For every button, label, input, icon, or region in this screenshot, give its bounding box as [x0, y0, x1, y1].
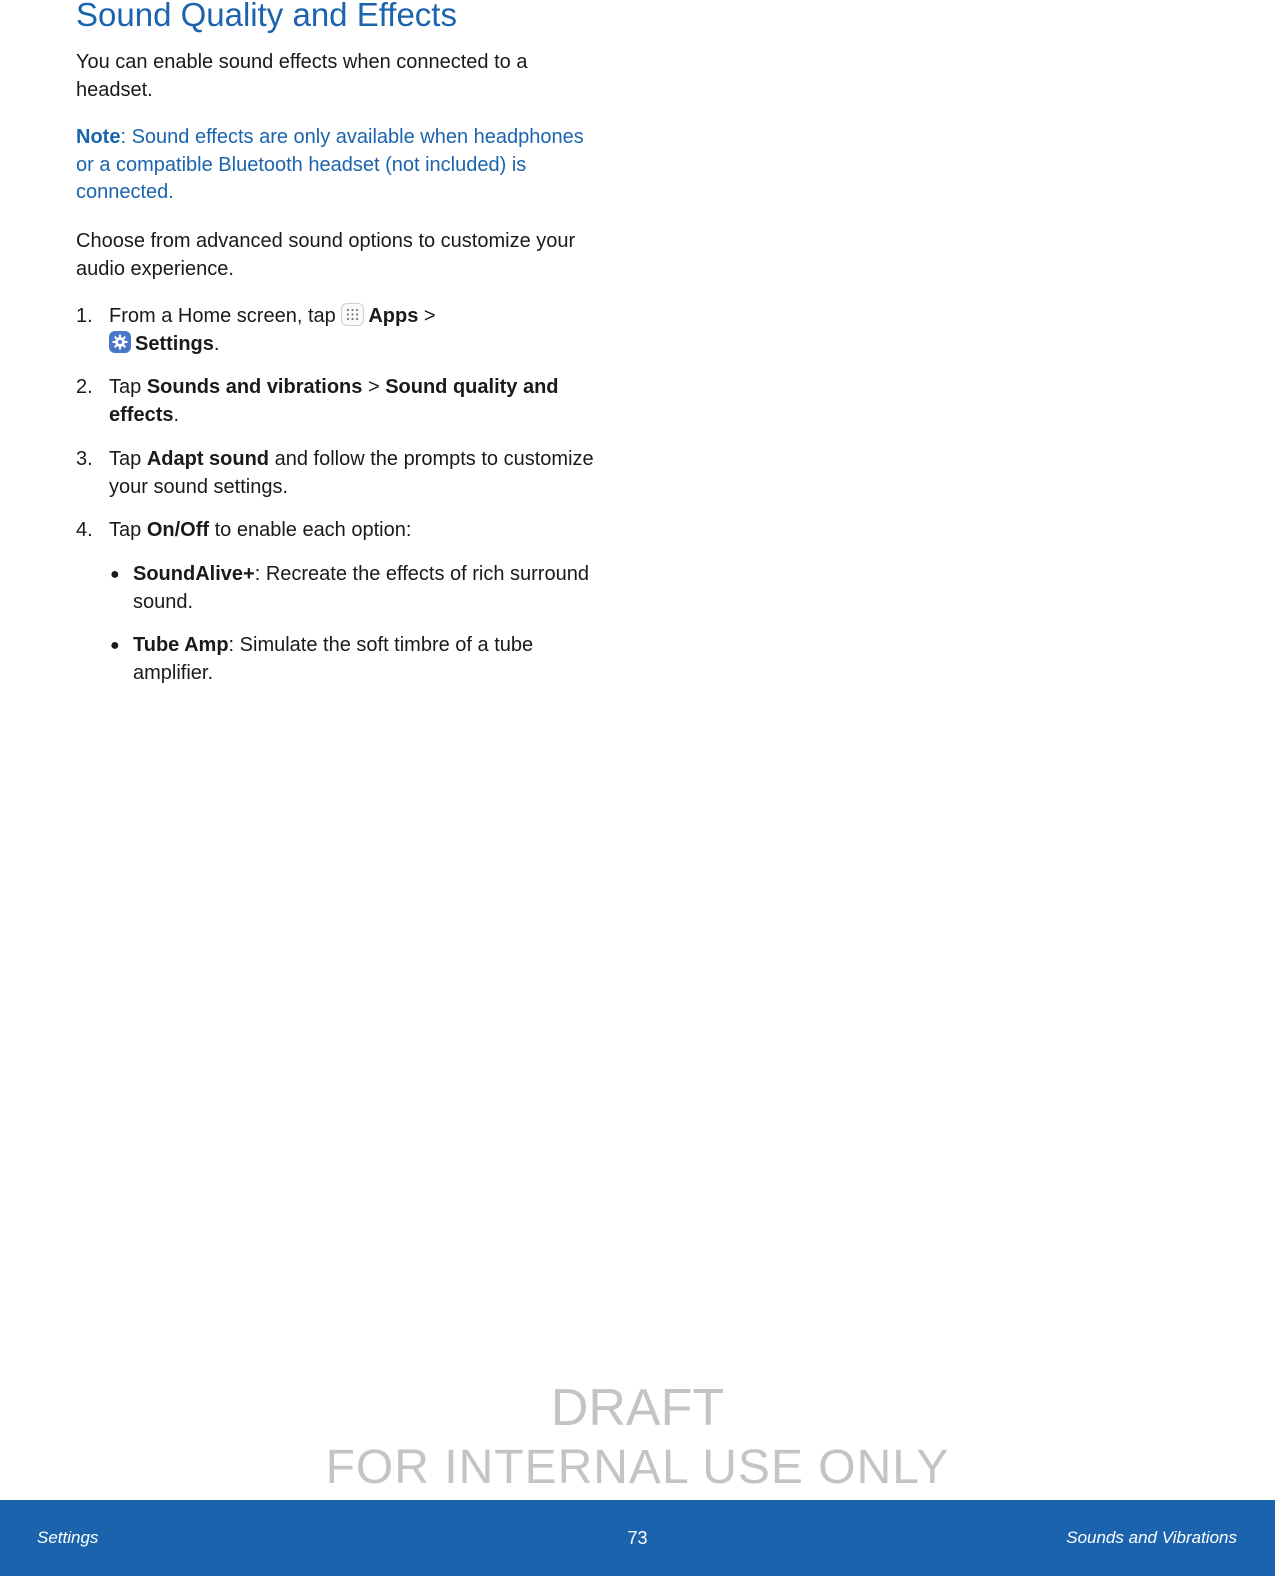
step-suffix: and follow the prompts to customize your sound settings. — [109, 448, 594, 498]
sound-quality-label: Sound quality and effects — [109, 376, 559, 426]
bullet-label: Tube Amp — [133, 634, 229, 656]
on-off-label: On/Off — [146, 519, 210, 541]
step-3 — [76, 446, 596, 501]
step-text — [109, 374, 596, 429]
step-number: 1. — [76, 305, 93, 327]
bullet-dot: ● — [110, 637, 120, 654]
draft-watermark: DRAFT — [550, 1379, 725, 1437]
step-1 — [76, 303, 596, 358]
page-footer — [0, 1500, 1275, 1576]
step-4 — [76, 517, 596, 545]
bullet-text — [133, 561, 590, 616]
adapt-sound-label: Adapt sound — [146, 448, 270, 470]
sounds-and-vibrations-label: Sounds and vibrations — [146, 376, 363, 398]
intro-paragraph: You can enable sound effects when connected to a headset. — [76, 51, 528, 101]
step-text — [109, 446, 596, 501]
step-separator: > — [362, 376, 386, 398]
apps-label: Apps — [368, 305, 419, 327]
footer-section: Settings — [37, 1528, 99, 1547]
page-number: 73 — [627, 1528, 648, 1548]
step-text — [109, 517, 596, 545]
step-end: . — [213, 332, 220, 355]
step-prefix: Tap — [109, 519, 147, 541]
settings-label: Settings — [135, 332, 214, 355]
note-paragraph — [76, 124, 596, 207]
bullet-dot: ● — [110, 566, 120, 583]
footer-chapter: Sounds and Vibrations — [1066, 1528, 1237, 1547]
step-end: . — [173, 403, 180, 426]
apps-grid-icon — [341, 303, 364, 326]
internal-use-watermark: FOR INTERNAL USE ONLY — [325, 1441, 950, 1494]
step-text — [109, 303, 596, 358]
step-prefix: Tap — [109, 376, 147, 398]
section-title: Sound Quality and Effects — [76, 0, 457, 33]
choose-paragraph: Choose from advanced sound options to customize your audio experience. — [76, 230, 576, 280]
settings-gear-icon — [109, 331, 131, 353]
step-prefix: Tap — [109, 448, 147, 470]
bullet-soundalive — [110, 561, 590, 616]
bullet-tube-amp — [110, 632, 590, 687]
step-2 — [76, 374, 596, 429]
bullet-label: SoundAlive+ — [133, 563, 255, 585]
step-separator: > — [418, 305, 436, 327]
step-prefix: From a Home screen, tap — [109, 305, 342, 327]
step-number: 3. — [76, 448, 93, 470]
note-label: Note — [76, 126, 121, 148]
bullet-text — [133, 632, 590, 687]
step-number: 2. — [76, 376, 93, 398]
step-suffix: to enable each option: — [209, 519, 412, 541]
bullet-description: : Simulate the soft timbre of a tube amplifier. — [133, 634, 534, 684]
note-text: : Sound effects are only available when headphones or a compatible Bluetooth headset (not included) is connected. — [76, 126, 584, 203]
bullet-description: : Recreate the effects of rich surround sound. — [133, 563, 589, 613]
step-number: 4. — [76, 519, 93, 541]
